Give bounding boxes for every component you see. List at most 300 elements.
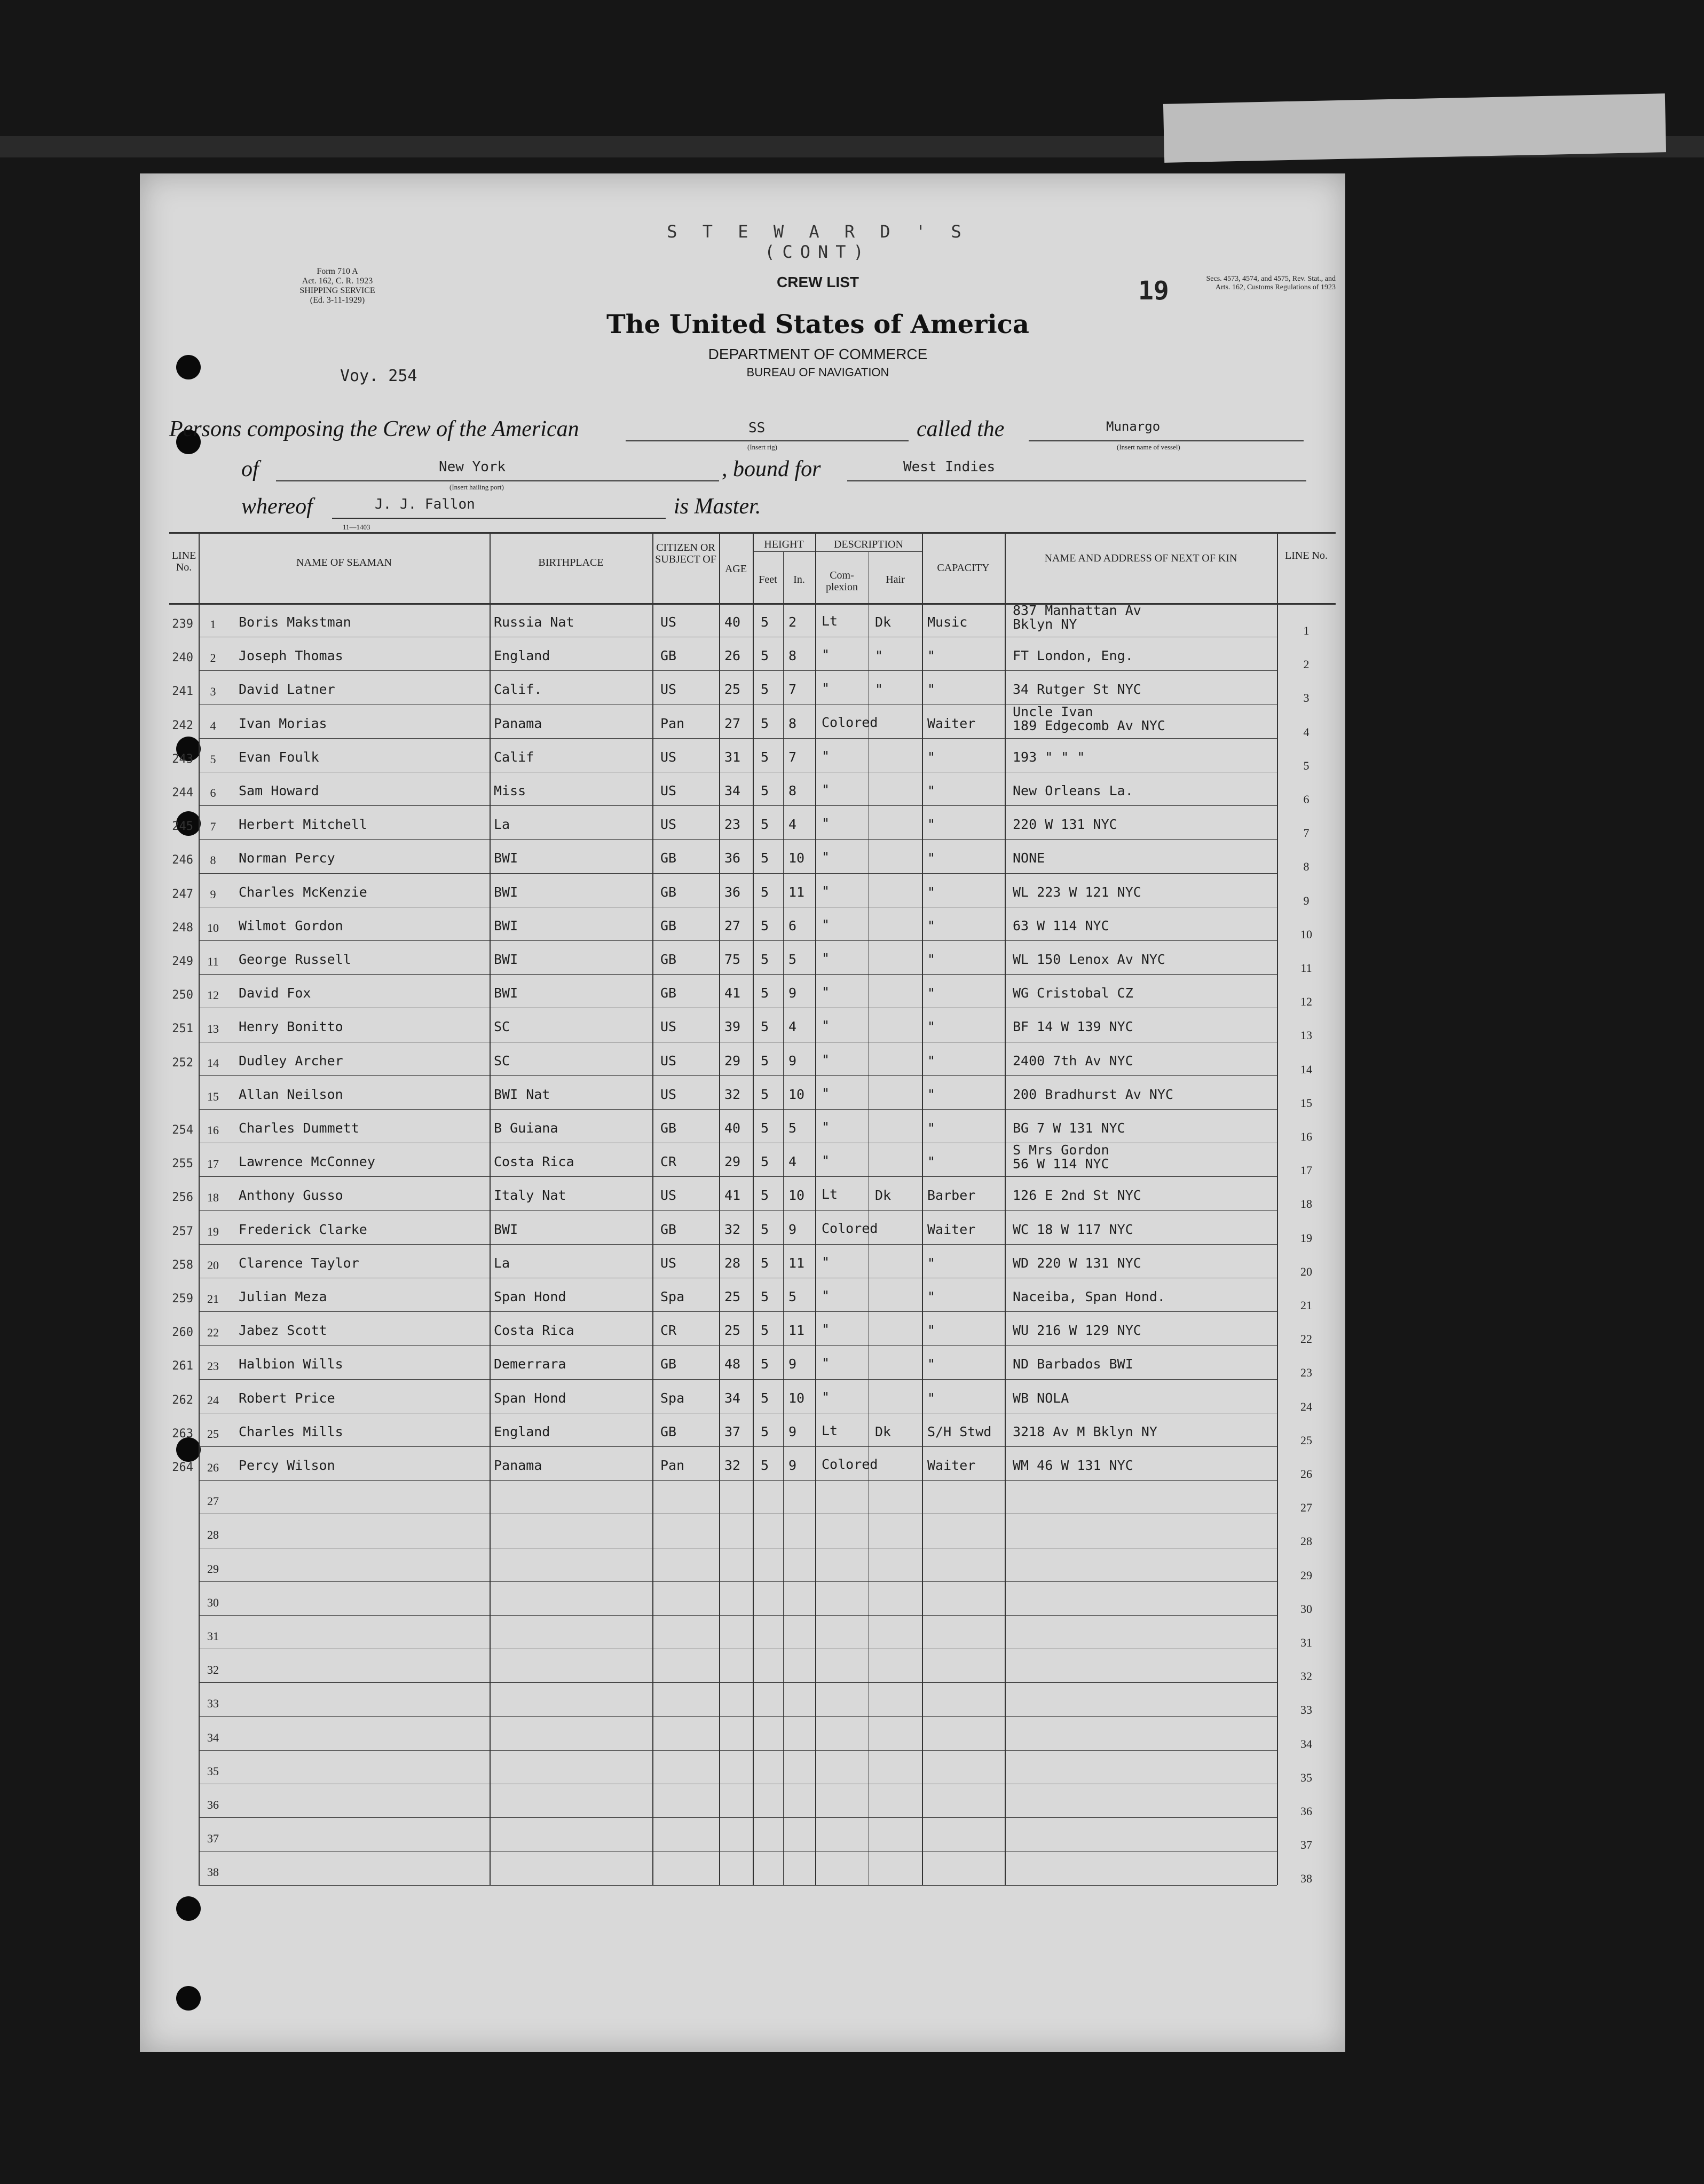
- line-number-right: 11: [1300, 961, 1312, 975]
- margin-number: 260: [172, 1326, 193, 1340]
- seaman-name: Robert Price: [239, 1390, 335, 1406]
- capacity: ": [927, 985, 936, 1001]
- rig-underline: [626, 440, 909, 441]
- complexion: Lt: [822, 1186, 838, 1202]
- height-inches: 9: [788, 1458, 797, 1473]
- hair: Dk: [875, 614, 892, 630]
- column-rule: [753, 532, 754, 1885]
- port-hint: (Insert hailing port): [449, 483, 504, 491]
- seaman-name: Evan Foulk: [239, 749, 319, 765]
- next-of-kin: NONE: [1013, 850, 1045, 866]
- margin-number: 261: [172, 1359, 193, 1373]
- height-feet: 5: [761, 1221, 769, 1237]
- line-number: 14: [207, 1056, 219, 1070]
- vessel-underline: [1029, 440, 1304, 441]
- birthplace: Panama: [494, 715, 542, 731]
- column-rule: [719, 532, 720, 1885]
- age: 23: [724, 817, 741, 833]
- line-number-right: 4: [1303, 725, 1309, 739]
- line-number-right: 28: [1300, 1534, 1312, 1548]
- citizenship: GB: [660, 648, 677, 664]
- height-feet: 5: [761, 1188, 769, 1204]
- citizenship: GB: [660, 1221, 677, 1237]
- row-rule: [199, 1244, 1277, 1245]
- row-rule: [199, 1480, 1277, 1481]
- line-number: 15: [207, 1089, 219, 1103]
- next-of-kin-line2: 56 W 114 NYC: [1013, 1156, 1109, 1172]
- age: 32: [724, 1086, 741, 1102]
- line-number-right: 23: [1300, 1366, 1312, 1380]
- line-number: 35: [207, 1764, 219, 1778]
- capacity: Waiter: [927, 715, 976, 731]
- form-identifier: Form 710 A Act. 162, C. R. 1923 SHIPPING SERVICE (Ed. 3-11-1929): [299, 267, 375, 305]
- margin-number: 252: [172, 1056, 193, 1070]
- birthplace: Panama: [494, 1458, 542, 1473]
- margin-number: 255: [172, 1157, 193, 1171]
- line-number-right: 17: [1300, 1164, 1312, 1177]
- line-number: 5: [210, 752, 216, 766]
- bound-label: , bound for: [722, 457, 821, 481]
- capacity: Music: [927, 614, 968, 630]
- next-of-kin: WL 223 W 121 NYC: [1013, 884, 1141, 900]
- destination-underline: [847, 480, 1306, 481]
- seaman-name: Julian Meza: [239, 1289, 327, 1304]
- complexion: Colored: [822, 714, 878, 730]
- seaman-name: Clarence Taylor: [239, 1255, 359, 1271]
- margin-number: 251: [172, 1022, 193, 1036]
- preamble-line1: Persons composing the Crew of the American: [169, 417, 579, 441]
- margin-number: 239: [172, 618, 193, 631]
- rig-hint: (Insert rig): [747, 443, 777, 451]
- line-number-right: 14: [1300, 1062, 1312, 1076]
- complexion: Colored: [822, 1220, 878, 1236]
- height-inches: 10: [788, 1086, 805, 1102]
- line-number: 28: [207, 1528, 219, 1542]
- next-of-kin: Naceiba, Span Hond.: [1013, 1289, 1165, 1304]
- birthplace: La: [494, 817, 510, 833]
- next-of-kin: WC 18 W 117 NYC: [1013, 1221, 1133, 1237]
- height-inches: 8: [788, 648, 797, 664]
- row-rule: [199, 1379, 1277, 1380]
- row-rule: [199, 1446, 1277, 1447]
- row-rule: [199, 1885, 1277, 1886]
- seaman-name: Anthony Gusso: [239, 1188, 343, 1204]
- age: 41: [724, 1188, 741, 1204]
- height-feet: 5: [761, 1356, 769, 1372]
- citizenship: US: [660, 749, 677, 765]
- line-number-right: 29: [1300, 1568, 1312, 1582]
- row-rule: [199, 839, 1277, 840]
- capacity: ": [927, 952, 936, 967]
- col-header-citizen: CITIZEN OR SUBJECT OF: [655, 542, 716, 565]
- birthplace: BWI: [494, 1221, 518, 1237]
- next-of-kin-line2: 189 Edgecomb Av NYC: [1013, 717, 1165, 733]
- complexion: ": [822, 647, 830, 663]
- capacity: ": [927, 749, 936, 765]
- seaman-name: Joseph Thomas: [239, 648, 343, 664]
- seaman-name: Charles Mills: [239, 1423, 343, 1439]
- line-number-right: 2: [1303, 658, 1309, 671]
- line-number: 34: [207, 1730, 219, 1744]
- margin-number: 254: [172, 1123, 193, 1137]
- age: 29: [724, 1053, 741, 1069]
- row-rule: [199, 974, 1277, 975]
- line-number-right: 33: [1300, 1703, 1312, 1717]
- seaman-name: David Latner: [239, 682, 335, 698]
- height-feet: 5: [761, 917, 769, 933]
- margin-number: 240: [172, 651, 193, 665]
- age: 36: [724, 850, 741, 866]
- column-rule: [815, 532, 816, 1885]
- punch-hole: [176, 1986, 201, 2011]
- citizenship: GB: [660, 850, 677, 866]
- height-inches: 9: [788, 1423, 797, 1439]
- row-rule: [199, 873, 1277, 874]
- row-rule: [199, 940, 1277, 941]
- line-number: 16: [207, 1123, 219, 1137]
- citizenship: US: [660, 817, 677, 833]
- age: 48: [724, 1356, 741, 1372]
- hair: ": [875, 682, 883, 698]
- height-inches: 7: [788, 749, 797, 765]
- next-of-kin: 126 E 2nd St NYC: [1013, 1188, 1141, 1204]
- margin-number: 264: [172, 1461, 193, 1474]
- column-rule: [922, 532, 923, 1885]
- line-number-right: 10: [1300, 927, 1312, 941]
- next-of-kin: WG Cristobal CZ: [1013, 985, 1133, 1001]
- destination: West Indies: [903, 459, 996, 475]
- height-inches: 9: [788, 1221, 797, 1237]
- crew-list-document: [140, 173, 1345, 2052]
- col-header-inches: In.: [793, 574, 805, 585]
- birthplace: Miss: [494, 783, 526, 798]
- birthplace: BWI: [494, 884, 518, 900]
- line-number: 31: [207, 1629, 219, 1643]
- whereof-label: whereof: [241, 494, 313, 519]
- seaman-name: Henry Bonitto: [239, 1019, 343, 1035]
- line-number-right: 3: [1303, 691, 1309, 705]
- next-of-kin: BF 14 W 139 NYC: [1013, 1019, 1133, 1035]
- col-header-age: AGE: [724, 563, 747, 575]
- age: 25: [724, 1289, 741, 1304]
- next-of-kin: 837 Manhattan Av: [1013, 603, 1141, 618]
- height-feet: 5: [761, 952, 769, 967]
- height-inches: 8: [788, 783, 797, 798]
- complexion: ": [822, 1119, 830, 1135]
- row-rule: [199, 738, 1277, 739]
- citizenship: GB: [660, 1423, 677, 1439]
- next-of-kin-line2: Bklyn NY: [1013, 616, 1077, 632]
- age: 40: [724, 1120, 741, 1136]
- age: 34: [724, 783, 741, 798]
- next-of-kin: WB NOLA: [1013, 1390, 1069, 1406]
- age: 26: [724, 648, 741, 664]
- line-number: 13: [207, 1022, 219, 1036]
- complexion: ": [822, 680, 830, 697]
- capacity: ": [927, 1323, 936, 1339]
- age: 28: [724, 1255, 741, 1271]
- height-inches: 10: [788, 1188, 805, 1204]
- margin-number: 241: [172, 685, 193, 699]
- height-feet: 5: [761, 850, 769, 866]
- capacity: Waiter: [927, 1458, 976, 1473]
- seaman-name: Dudley Archer: [239, 1053, 343, 1069]
- line-number: 21: [207, 1292, 219, 1305]
- print-code: 11—1403: [343, 523, 370, 531]
- underlying-sheet: [1163, 93, 1666, 163]
- line-number: 32: [207, 1663, 219, 1677]
- height-feet: 5: [761, 1086, 769, 1102]
- citizenship: US: [660, 614, 677, 630]
- line-number: 30: [207, 1595, 219, 1609]
- called-label: called the: [917, 417, 1005, 441]
- height-feet: 5: [761, 1323, 769, 1339]
- line-number: 10: [207, 921, 219, 935]
- line-number: 23: [207, 1359, 219, 1373]
- line-number: 2: [210, 651, 216, 665]
- height-inches: 4: [788, 817, 797, 833]
- next-of-kin: 63 W 114 NYC: [1013, 917, 1109, 933]
- line-number: 9: [210, 887, 216, 901]
- line-number: 8: [210, 853, 216, 867]
- height-inches: 5: [788, 1120, 797, 1136]
- column-rule: [1277, 532, 1278, 1885]
- height-inches: 11: [788, 1323, 805, 1339]
- seaman-name: Halbion Wills: [239, 1356, 343, 1372]
- height-inches: 9: [788, 985, 797, 1001]
- complexion: ": [822, 984, 830, 1000]
- capacity: ": [927, 1255, 936, 1271]
- margin-number: 256: [172, 1191, 193, 1205]
- punch-hole: [176, 355, 201, 379]
- margin-number: 249: [172, 955, 193, 968]
- seaman-name: Percy Wilson: [239, 1458, 335, 1473]
- seaman-name: Allan Neilson: [239, 1086, 343, 1102]
- height-feet: 5: [761, 715, 769, 731]
- birthplace: Span Hond: [494, 1390, 566, 1406]
- margin-number: 245: [172, 820, 193, 834]
- line-number-right: 24: [1300, 1399, 1312, 1413]
- complexion: ": [822, 1153, 830, 1169]
- seaman-name: Norman Percy: [239, 850, 335, 866]
- row-rule: [199, 1210, 1277, 1211]
- row-rule: [199, 1817, 1277, 1818]
- next-of-kin: New Orleans La.: [1013, 783, 1133, 798]
- margin-number: 247: [172, 887, 193, 901]
- hailing-port: New York: [439, 459, 506, 475]
- height-feet: 5: [761, 1255, 769, 1271]
- citizenship: US: [660, 1086, 677, 1102]
- age: 39: [724, 1019, 741, 1035]
- line-number-right: 1: [1303, 624, 1309, 637]
- line-number-right: 20: [1300, 1264, 1312, 1278]
- seaman-name: Herbert Mitchell: [239, 817, 367, 833]
- capacity: ": [927, 1154, 936, 1170]
- age: 34: [724, 1390, 741, 1406]
- height-feet: 5: [761, 1019, 769, 1035]
- complexion: ": [822, 1389, 830, 1405]
- margin-number: 243: [172, 752, 193, 766]
- line-number-right: 27: [1300, 1501, 1312, 1515]
- line-number-right: 6: [1303, 793, 1309, 806]
- complexion: ": [822, 782, 830, 797]
- citizenship: Pan: [660, 715, 685, 731]
- height-feet: 5: [761, 682, 769, 698]
- line-number: 24: [207, 1393, 219, 1407]
- country-heading: The United States of America: [606, 310, 1030, 339]
- height-inches: 10: [788, 1390, 805, 1406]
- line-number-right: 37: [1300, 1838, 1312, 1852]
- height-feet: 5: [761, 1390, 769, 1406]
- margin-number: 259: [172, 1292, 193, 1305]
- age: 29: [724, 1154, 741, 1170]
- col-header-description: DESCRIPTION: [833, 539, 903, 550]
- age: 75: [724, 952, 741, 967]
- birthplace: England: [494, 648, 550, 664]
- col-header-complexion: Com- plexion: [826, 569, 858, 593]
- next-of-kin: FT London, Eng.: [1013, 648, 1133, 664]
- capacity: Waiter: [927, 1221, 976, 1237]
- next-of-kin: 200 Bradhurst Av NYC: [1013, 1086, 1174, 1102]
- line-number-right: 15: [1300, 1096, 1312, 1110]
- line-number: 20: [207, 1258, 219, 1272]
- citizenship: GB: [660, 1356, 677, 1372]
- height-inches: 10: [788, 850, 805, 866]
- complexion: ": [822, 816, 830, 832]
- birthplace: BWI Nat: [494, 1086, 550, 1102]
- complexion: Colored: [822, 1457, 878, 1472]
- capacity: ": [927, 682, 936, 698]
- next-of-kin: WU 216 W 129 NYC: [1013, 1323, 1141, 1339]
- height-inches: 11: [788, 884, 805, 900]
- seaman-name: Charles Dummett: [239, 1120, 359, 1136]
- line-number: 7: [210, 820, 216, 834]
- line-number-right: 21: [1300, 1299, 1312, 1312]
- capacity: ": [927, 1053, 936, 1069]
- capacity: ": [927, 1356, 936, 1372]
- line-number: 4: [210, 718, 216, 732]
- row-rule: [199, 1682, 1277, 1683]
- citizenship: GB: [660, 917, 677, 933]
- capacity: ": [927, 783, 936, 798]
- age: 32: [724, 1221, 741, 1237]
- age: 25: [724, 1323, 741, 1339]
- age: 27: [724, 917, 741, 933]
- hair: Dk: [875, 1423, 892, 1439]
- age: 36: [724, 884, 741, 900]
- stewards-stamp: S T E W A R D ' S (CONT): [667, 221, 969, 262]
- capacity: Barber: [927, 1188, 976, 1204]
- col-header-next-of-kin: NAME AND ADDRESS OF NEXT OF KIN: [1044, 552, 1237, 564]
- next-of-kin: Uncle Ivan: [1013, 703, 1093, 719]
- row-rule: [199, 1345, 1277, 1346]
- column-rule: [490, 532, 491, 1885]
- next-of-kin: WL 150 Lenox Av NYC: [1013, 952, 1165, 967]
- height-inches: 4: [788, 1019, 797, 1035]
- hair: ": [875, 648, 883, 664]
- height-feet: 5: [761, 648, 769, 664]
- birthplace: Calif: [494, 749, 534, 765]
- height-feet: 5: [761, 783, 769, 798]
- height-inches: 4: [788, 1154, 797, 1170]
- column-rule: [652, 532, 653, 1885]
- citizenship: GB: [660, 952, 677, 967]
- line-number-right: 26: [1300, 1467, 1312, 1481]
- punch-hole: [176, 1896, 201, 1921]
- margin-number: 262: [172, 1393, 193, 1407]
- row-rule: [199, 805, 1277, 806]
- next-of-kin: WD 220 W 131 NYC: [1013, 1255, 1141, 1271]
- row-rule: [199, 1311, 1277, 1312]
- height-feet: 5: [761, 749, 769, 765]
- seaman-name: Charles McKenzie: [239, 884, 367, 900]
- age: 27: [724, 715, 741, 731]
- column-rule: [783, 551, 784, 1885]
- line-number-right: 31: [1300, 1636, 1312, 1649]
- capacity: ": [927, 1019, 936, 1035]
- col-header-hair: Hair: [886, 574, 905, 585]
- bureau-heading: BUREAU OF NAVIGATION: [746, 366, 889, 379]
- form-title: CREW LIST: [777, 274, 859, 290]
- line-number-right: 25: [1300, 1433, 1312, 1447]
- master-name: J. J. Fallon: [375, 496, 475, 512]
- citizenship: US: [660, 1053, 677, 1069]
- line-number-right: 13: [1300, 1028, 1312, 1042]
- height-inches: 7: [788, 682, 797, 698]
- complexion: ": [822, 1085, 830, 1101]
- complexion: ": [822, 1254, 830, 1270]
- col-header-height: HEIGHT: [764, 539, 804, 550]
- row-rule: [199, 1109, 1277, 1110]
- line-number-right: 16: [1300, 1130, 1312, 1143]
- next-of-kin: 34 Rutger St NYC: [1013, 682, 1141, 698]
- line-number-right: 36: [1300, 1805, 1312, 1818]
- next-of-kin: 3218 Av M Bklyn NY: [1013, 1423, 1157, 1439]
- height-inches: 5: [788, 952, 797, 967]
- line-number: 37: [207, 1832, 219, 1846]
- birthplace: BWI: [494, 985, 518, 1001]
- col-header-birthplace: BIRTHPLACE: [538, 557, 604, 568]
- line-number-right: 19: [1300, 1231, 1312, 1245]
- row-rule: [199, 1075, 1277, 1076]
- margin-number: 250: [172, 988, 193, 1002]
- birthplace: Costa Rica: [494, 1323, 574, 1339]
- next-of-kin: WM 46 W 131 NYC: [1013, 1458, 1133, 1473]
- birthplace: La: [494, 1255, 510, 1271]
- col-header-name: NAME OF SEAMAN: [296, 557, 392, 568]
- seaman-name: Lawrence McConney: [239, 1154, 375, 1170]
- master-label: is Master.: [674, 494, 761, 519]
- birthplace: Calif.: [494, 682, 542, 698]
- height-inches: 8: [788, 715, 797, 731]
- seaman-name: David Fox: [239, 985, 311, 1001]
- height-feet: 5: [761, 1289, 769, 1304]
- citizenship: GB: [660, 884, 677, 900]
- line-number: 27: [207, 1494, 219, 1508]
- capacity: ": [927, 884, 936, 900]
- citizenship: US: [660, 783, 677, 798]
- age: 41: [724, 985, 741, 1001]
- line-number: 12: [207, 988, 219, 1002]
- height-feet: 5: [761, 817, 769, 833]
- height-feet: 5: [761, 1458, 769, 1473]
- citizenship: US: [660, 1188, 677, 1204]
- citizenship: GB: [660, 985, 677, 1001]
- citizenship: Spa: [660, 1390, 685, 1406]
- age: 32: [724, 1458, 741, 1473]
- age: 40: [724, 614, 741, 630]
- col-header-capacity: CAPACITY: [937, 562, 990, 574]
